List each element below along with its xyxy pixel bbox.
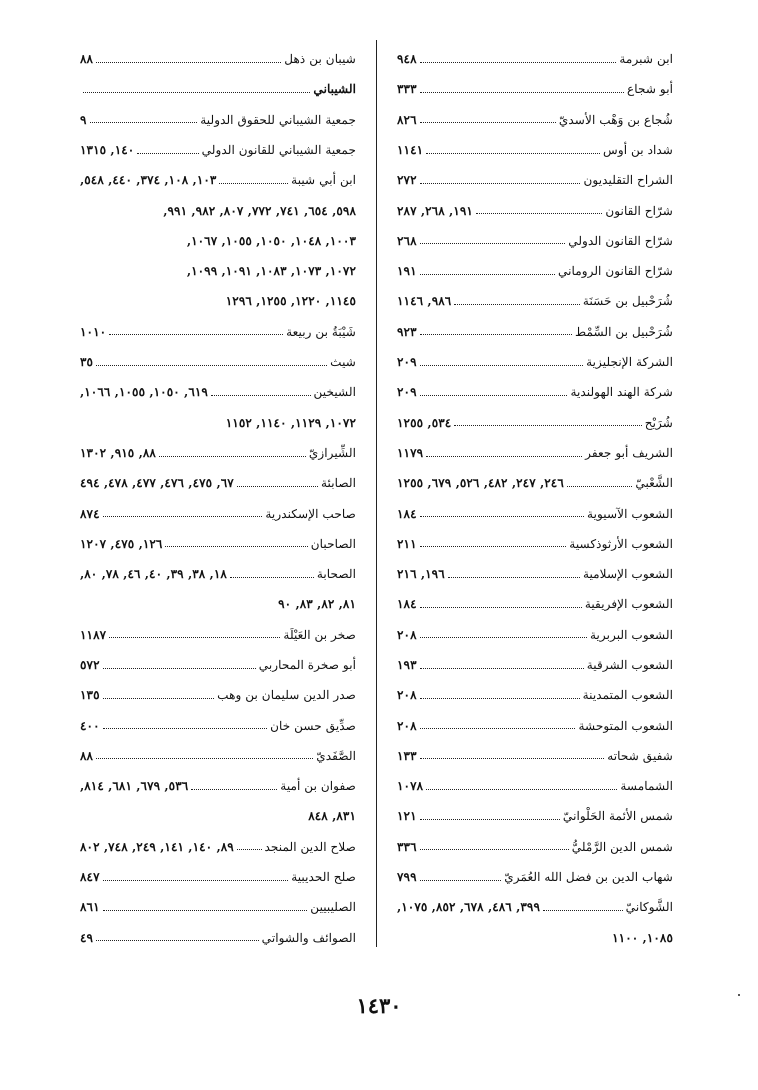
index-entry bbox=[397, 620, 673, 650]
entry-name: شمس الدين الرَّمْليُّ bbox=[571, 839, 673, 854]
index-entry-continuation bbox=[80, 256, 356, 286]
index-entry bbox=[80, 498, 356, 528]
entry-name: شُرَيْح bbox=[644, 415, 673, 430]
entry-pages: ٨٩, ١٤٠, ١٤١, ٢٤٩, ٧٤٨, ٨٠٢ bbox=[80, 839, 234, 854]
dot-leader bbox=[230, 577, 314, 578]
entry-name: أبو صخرة المحاربي bbox=[258, 657, 356, 672]
entry-name: الشريف أبو جعفر bbox=[585, 445, 673, 460]
entry-name: الشعوب الإسلامية bbox=[582, 567, 673, 582]
index-column-left bbox=[80, 44, 356, 953]
index-entry bbox=[397, 286, 673, 316]
index-entry bbox=[397, 408, 673, 438]
entry-pages: ١٠٧٢, ١١٢٩, ١١٤٠, ١١٥٢ bbox=[225, 415, 356, 430]
dot-leader bbox=[426, 153, 600, 154]
entry-pages: ١١٤٥, ١٢٢٠, ١٢٥٥, ١٢٩٦ bbox=[225, 294, 356, 309]
index-entry bbox=[397, 498, 673, 528]
entry-pages: ٢٠٨ bbox=[397, 718, 417, 733]
index-entry bbox=[80, 135, 356, 165]
index-entry bbox=[397, 741, 673, 771]
dot-leader bbox=[454, 425, 641, 426]
entry-pages: ٥٧٢ bbox=[80, 657, 100, 672]
index-entry-continuation bbox=[80, 589, 356, 619]
index-entry bbox=[80, 923, 356, 953]
dot-leader bbox=[109, 637, 280, 638]
dot-leader bbox=[237, 849, 262, 850]
entry-pages: ٨٦١ bbox=[80, 900, 100, 915]
entry-name: الصاحبان bbox=[310, 536, 356, 551]
index-entry bbox=[397, 771, 673, 801]
dot-leader bbox=[103, 880, 289, 881]
index-entry bbox=[80, 105, 356, 135]
entry-pages: ٩٢٣ bbox=[397, 324, 417, 339]
entry-pages: ٨٨ bbox=[80, 52, 94, 67]
entry-pages: ٨١, ٨٢, ٨٣, ٩٠ bbox=[278, 597, 356, 612]
entry-pages: ٨٧٤ bbox=[80, 506, 100, 521]
index-entry bbox=[397, 226, 673, 256]
entry-pages: ٦٧, ٤٧٥, ٤٧٦, ٤٧٧, ٤٧٨, ٤٩٤ bbox=[80, 476, 234, 491]
entry-name: جمعية الشيباني للحقوق الدولية bbox=[200, 112, 356, 127]
index-entry-continuation bbox=[80, 195, 356, 225]
entry-name: صخر بن العَيْلَة bbox=[283, 627, 356, 642]
dot-leader bbox=[96, 940, 259, 941]
dot-leader bbox=[103, 698, 214, 699]
entry-name: الشمامسة bbox=[620, 779, 673, 794]
scan-speck bbox=[738, 994, 740, 996]
dot-leader bbox=[543, 910, 623, 911]
entry-name: شداد بن أوس bbox=[603, 142, 673, 157]
index-entry-continuation bbox=[397, 923, 673, 953]
dot-leader bbox=[476, 213, 602, 214]
dot-leader bbox=[103, 668, 256, 669]
entry-pages: ٦١٩, ١٠٥٠, ١٠٥٥, ١٠٦٦, bbox=[80, 385, 208, 400]
entry-name: الشعوب الآسيوية bbox=[587, 506, 673, 521]
entry-pages: ١٩١, ٢٦٨, ٢٨٧ bbox=[397, 203, 473, 218]
index-entry bbox=[80, 620, 356, 650]
dot-leader bbox=[219, 183, 288, 184]
entry-pages: ٨٨, ٩١٥, ١٣٠٢ bbox=[80, 445, 156, 460]
index-entry-continuation bbox=[80, 226, 356, 256]
entry-pages: ٨٤٧ bbox=[80, 870, 100, 885]
page-number: ١٤٣٠ bbox=[356, 993, 402, 1018]
entry-name: الصابئة bbox=[321, 476, 356, 491]
entry-pages: ٨٨ bbox=[80, 748, 94, 763]
dot-leader bbox=[420, 607, 582, 608]
index-entry bbox=[397, 680, 673, 710]
index-entry bbox=[80, 711, 356, 741]
entry-name: ابن شبرمة bbox=[619, 52, 673, 67]
entry-pages: ١٨, ٣٨, ٣٩, ٤٠, ٤٦, ٧٨, ٨٠, bbox=[80, 567, 227, 582]
entry-pages: ٢٠٩ bbox=[397, 385, 417, 400]
dot-leader bbox=[237, 486, 318, 487]
entry-name: شركة الهند الهولندية bbox=[570, 385, 673, 400]
entry-name: شيبان بن ذهل bbox=[284, 52, 356, 67]
dot-leader bbox=[165, 546, 307, 547]
entry-name: جمعية الشيباني للقانون الدولي bbox=[201, 142, 356, 157]
dot-leader bbox=[420, 728, 576, 729]
index-entry bbox=[397, 892, 673, 922]
entry-name: شيث bbox=[330, 355, 356, 370]
dot-leader bbox=[454, 304, 580, 305]
index-entry bbox=[397, 44, 673, 74]
index-entry bbox=[397, 165, 673, 195]
index-entry bbox=[397, 832, 673, 862]
index-entry bbox=[397, 105, 673, 135]
entry-name: الصحابة bbox=[316, 567, 356, 582]
index-entry bbox=[80, 892, 356, 922]
index-entry bbox=[80, 165, 356, 195]
entry-pages: ٣٣٦ bbox=[397, 839, 417, 854]
index-entry bbox=[80, 771, 356, 801]
entry-pages: ٩٨٦, ١١٤٦ bbox=[397, 294, 452, 309]
dot-leader bbox=[420, 243, 566, 244]
entry-pages: ٢٦٨ bbox=[397, 233, 417, 248]
index-entry bbox=[397, 74, 673, 104]
index-entry-heading bbox=[80, 74, 356, 104]
entry-name: الشَّوكانيّ bbox=[625, 900, 673, 915]
dot-leader bbox=[103, 728, 267, 729]
index-entry-continuation bbox=[80, 286, 356, 316]
index-entry bbox=[80, 741, 356, 771]
entry-name: الشراح التقليديون bbox=[583, 173, 673, 188]
dot-leader bbox=[420, 849, 569, 850]
entry-name: الشَّعْبيّ bbox=[635, 476, 673, 491]
entry-name: الشعوب الشرقية bbox=[586, 657, 673, 672]
entry-pages: ١١٨٧ bbox=[80, 627, 107, 642]
entry-name: صلاح الدين المنجد bbox=[264, 839, 356, 854]
entry-name: صلح الحديبية bbox=[291, 870, 356, 885]
entry-pages: ١٩١ bbox=[397, 264, 417, 279]
entry-name: شَيْبَةُ بن ربيعة bbox=[286, 324, 356, 339]
index-entry bbox=[80, 862, 356, 892]
dot-leader bbox=[426, 789, 617, 790]
entry-pages: ٤٠٠ bbox=[80, 718, 100, 733]
entry-name: شرّاح القانون الروماني bbox=[557, 264, 673, 279]
entry-name: صدِّيق حسن خان bbox=[270, 718, 356, 733]
index-entry bbox=[397, 438, 673, 468]
entry-name: شُجاع بن وَهْب الأسديّ bbox=[558, 112, 673, 127]
entry-name: الصوائف والشواتي bbox=[261, 930, 356, 945]
entry-name: الشركة الإنجليزية bbox=[586, 355, 673, 370]
index-entry bbox=[80, 468, 356, 498]
entry-pages: ١٩٣ bbox=[397, 657, 417, 672]
dot-leader bbox=[103, 516, 263, 517]
entry-pages: ٥٩٨, ٦٥٤, ٧٤١, ٧٧٢, ٨٠٧, ٩٨٢, ٩٩١, bbox=[163, 203, 356, 218]
dot-leader bbox=[420, 516, 584, 517]
index-entry bbox=[80, 44, 356, 74]
dot-leader bbox=[420, 274, 555, 275]
index-entry bbox=[397, 256, 673, 286]
dot-leader bbox=[420, 880, 502, 881]
dot-leader bbox=[420, 668, 584, 669]
dot-leader bbox=[211, 395, 311, 396]
entry-pages: ١٠٧٨ bbox=[397, 779, 424, 794]
entry-pages: ٣٣٣ bbox=[397, 82, 417, 97]
index-entry bbox=[397, 862, 673, 892]
entry-pages: ١٢٦, ٤٧٥, ١٢٠٧ bbox=[80, 536, 163, 551]
entry-name: صفوان بن أمية bbox=[280, 779, 356, 794]
index-entry bbox=[397, 317, 673, 347]
entry-pages: ٢٧٢ bbox=[397, 173, 417, 188]
dot-leader bbox=[420, 546, 567, 547]
entry-pages: ٢٤٦, ٢٤٧, ٤٨٢, ٥٢٦, ٦٧٩, ١٢٥٥ bbox=[397, 476, 564, 491]
entry-name: الشِّيرازيّ bbox=[308, 445, 356, 460]
dot-leader bbox=[420, 183, 581, 184]
entry-name: شرّاح القانون bbox=[605, 203, 673, 218]
index-entry bbox=[397, 135, 673, 165]
index-column-right bbox=[397, 44, 673, 953]
dot-leader bbox=[159, 456, 306, 457]
index-entry-continuation bbox=[80, 408, 356, 438]
dot-leader bbox=[567, 486, 632, 487]
entry-pages: ١٣٣ bbox=[397, 748, 417, 763]
entry-pages: ٢٠٨ bbox=[397, 627, 417, 642]
index-entry bbox=[397, 468, 673, 498]
entry-name: شفيق شحاته bbox=[607, 748, 673, 763]
entry-pages: ١٠٨٥, ١١٠٠ bbox=[612, 930, 673, 945]
entry-pages: ١٤٠, ١٣١٥ bbox=[80, 142, 135, 157]
index-entry bbox=[80, 377, 356, 407]
dot-leader bbox=[426, 456, 582, 457]
index-entry bbox=[397, 650, 673, 680]
dot-leader bbox=[420, 698, 580, 699]
entry-pages: ١٠١٠ bbox=[80, 324, 107, 339]
dot-leader bbox=[103, 910, 308, 911]
entry-pages: ٣٥ bbox=[80, 355, 94, 370]
dot-leader bbox=[420, 758, 605, 759]
entry-pages: ٩ bbox=[80, 112, 87, 127]
entry-name: الصليبيين bbox=[310, 900, 356, 915]
entry-pages: ٥٣٦, ٦٧٩, ٦٨١, ٨١٤, bbox=[80, 779, 189, 794]
entry-name: شرّاح القانون الدولي bbox=[568, 233, 673, 248]
entry-pages: ٤٩ bbox=[80, 930, 94, 945]
column-divider bbox=[376, 40, 377, 947]
index-entry bbox=[397, 589, 673, 619]
entry-pages: ١٩٦, ٢١٦ bbox=[397, 567, 445, 582]
index-entry bbox=[397, 529, 673, 559]
entry-pages: ٢١١ bbox=[397, 536, 417, 551]
entry-name: الشعوب الإفريقية bbox=[584, 597, 673, 612]
entry-pages: ٣٩٩, ٤٨٦, ٦٧٨, ٨٥٢, ١٠٧٥, bbox=[397, 900, 540, 915]
entry-pages: ٩٤٨ bbox=[397, 52, 417, 67]
dot-leader bbox=[420, 62, 617, 63]
index-entry bbox=[397, 801, 673, 831]
index-entry bbox=[80, 529, 356, 559]
index-entry bbox=[80, 317, 356, 347]
entry-name: ابن أبي شيبة bbox=[291, 173, 356, 188]
entry-name: الشيباني bbox=[313, 82, 356, 97]
entry-pages: ٥٣٤, ١٢٥٥ bbox=[397, 415, 452, 430]
dot-leader bbox=[96, 62, 281, 63]
index-entry bbox=[397, 711, 673, 741]
entry-name: الشعوب المتمدينة bbox=[582, 688, 673, 703]
index-entry bbox=[80, 650, 356, 680]
dot-leader bbox=[420, 365, 583, 366]
entry-name: الشعوب البربرية bbox=[589, 627, 673, 642]
entry-name: صدر الدين سليمان بن وهب bbox=[217, 688, 356, 703]
dot-leader bbox=[90, 122, 198, 123]
dot-leader bbox=[420, 819, 560, 820]
index-entry bbox=[397, 347, 673, 377]
entry-pages: ١٠٧٢, ١٠٧٣, ١٠٨٣, ١٠٩١, ١٠٩٩, bbox=[186, 264, 356, 279]
entry-name: أبو شجاع bbox=[626, 82, 673, 97]
index-entry-continuation bbox=[80, 801, 356, 831]
entry-pages: ١٨٤ bbox=[397, 597, 417, 612]
entry-name: الشعوب المتوحشة bbox=[578, 718, 673, 733]
dot-leader bbox=[420, 395, 568, 396]
dot-leader bbox=[420, 637, 587, 638]
entry-pages: ١٨٤ bbox=[397, 506, 417, 521]
entry-pages: ١١٧٩ bbox=[397, 445, 424, 460]
entry-pages: ١١٤١ bbox=[397, 142, 424, 157]
entry-pages: ٧٩٩ bbox=[397, 870, 417, 885]
index-entry bbox=[80, 559, 356, 589]
entry-pages: ١٠٣, ١٠٨, ٣٧٤, ٤٤٠, ٥٤٨, bbox=[80, 173, 217, 188]
index-entry bbox=[80, 438, 356, 468]
dot-leader bbox=[83, 92, 310, 93]
dot-leader bbox=[96, 365, 327, 366]
entry-pages: ٨٢٦ bbox=[397, 112, 417, 127]
index-entry bbox=[80, 832, 356, 862]
entry-pages: ٢٠٩ bbox=[397, 355, 417, 370]
dot-leader bbox=[448, 577, 580, 578]
index-entry bbox=[80, 680, 356, 710]
entry-name: شُرَحْبيل بن حَسَنَة bbox=[582, 294, 673, 309]
dot-leader bbox=[109, 334, 283, 335]
entry-name: شهاب الدين بن فضل الله العُمَريّ bbox=[504, 870, 673, 885]
dot-leader bbox=[420, 334, 572, 335]
entry-pages: ٢٠٨ bbox=[397, 688, 417, 703]
index-entry bbox=[397, 195, 673, 225]
entry-pages: ١٣٥ bbox=[80, 688, 100, 703]
dot-leader bbox=[191, 789, 277, 790]
entry-name: الشيخين bbox=[313, 385, 356, 400]
entry-name: الشعوب الأرثوذكسية bbox=[569, 536, 673, 551]
dot-leader bbox=[420, 122, 556, 123]
dot-leader bbox=[420, 92, 624, 93]
dot-leader bbox=[137, 153, 198, 154]
entry-name: شمس الأئمة الحَلْوانيّ bbox=[562, 809, 673, 824]
index-entry bbox=[397, 559, 673, 589]
entry-name: شُرَحْبيل بن السِّمْط bbox=[574, 324, 673, 339]
entry-pages: ٨٣١, ٨٤٨ bbox=[308, 809, 356, 824]
entry-pages: ١٢١ bbox=[397, 809, 417, 824]
entry-pages: ١٠٠٣, ١٠٤٨, ١٠٥٠, ١٠٥٥, ١٠٦٧, bbox=[186, 233, 356, 248]
index-entry bbox=[80, 347, 356, 377]
dot-leader bbox=[96, 758, 313, 759]
index-entry bbox=[397, 377, 673, 407]
entry-name: صاحب الإسكندرية bbox=[265, 506, 356, 521]
entry-name: الصَّفَديّ bbox=[316, 748, 356, 763]
